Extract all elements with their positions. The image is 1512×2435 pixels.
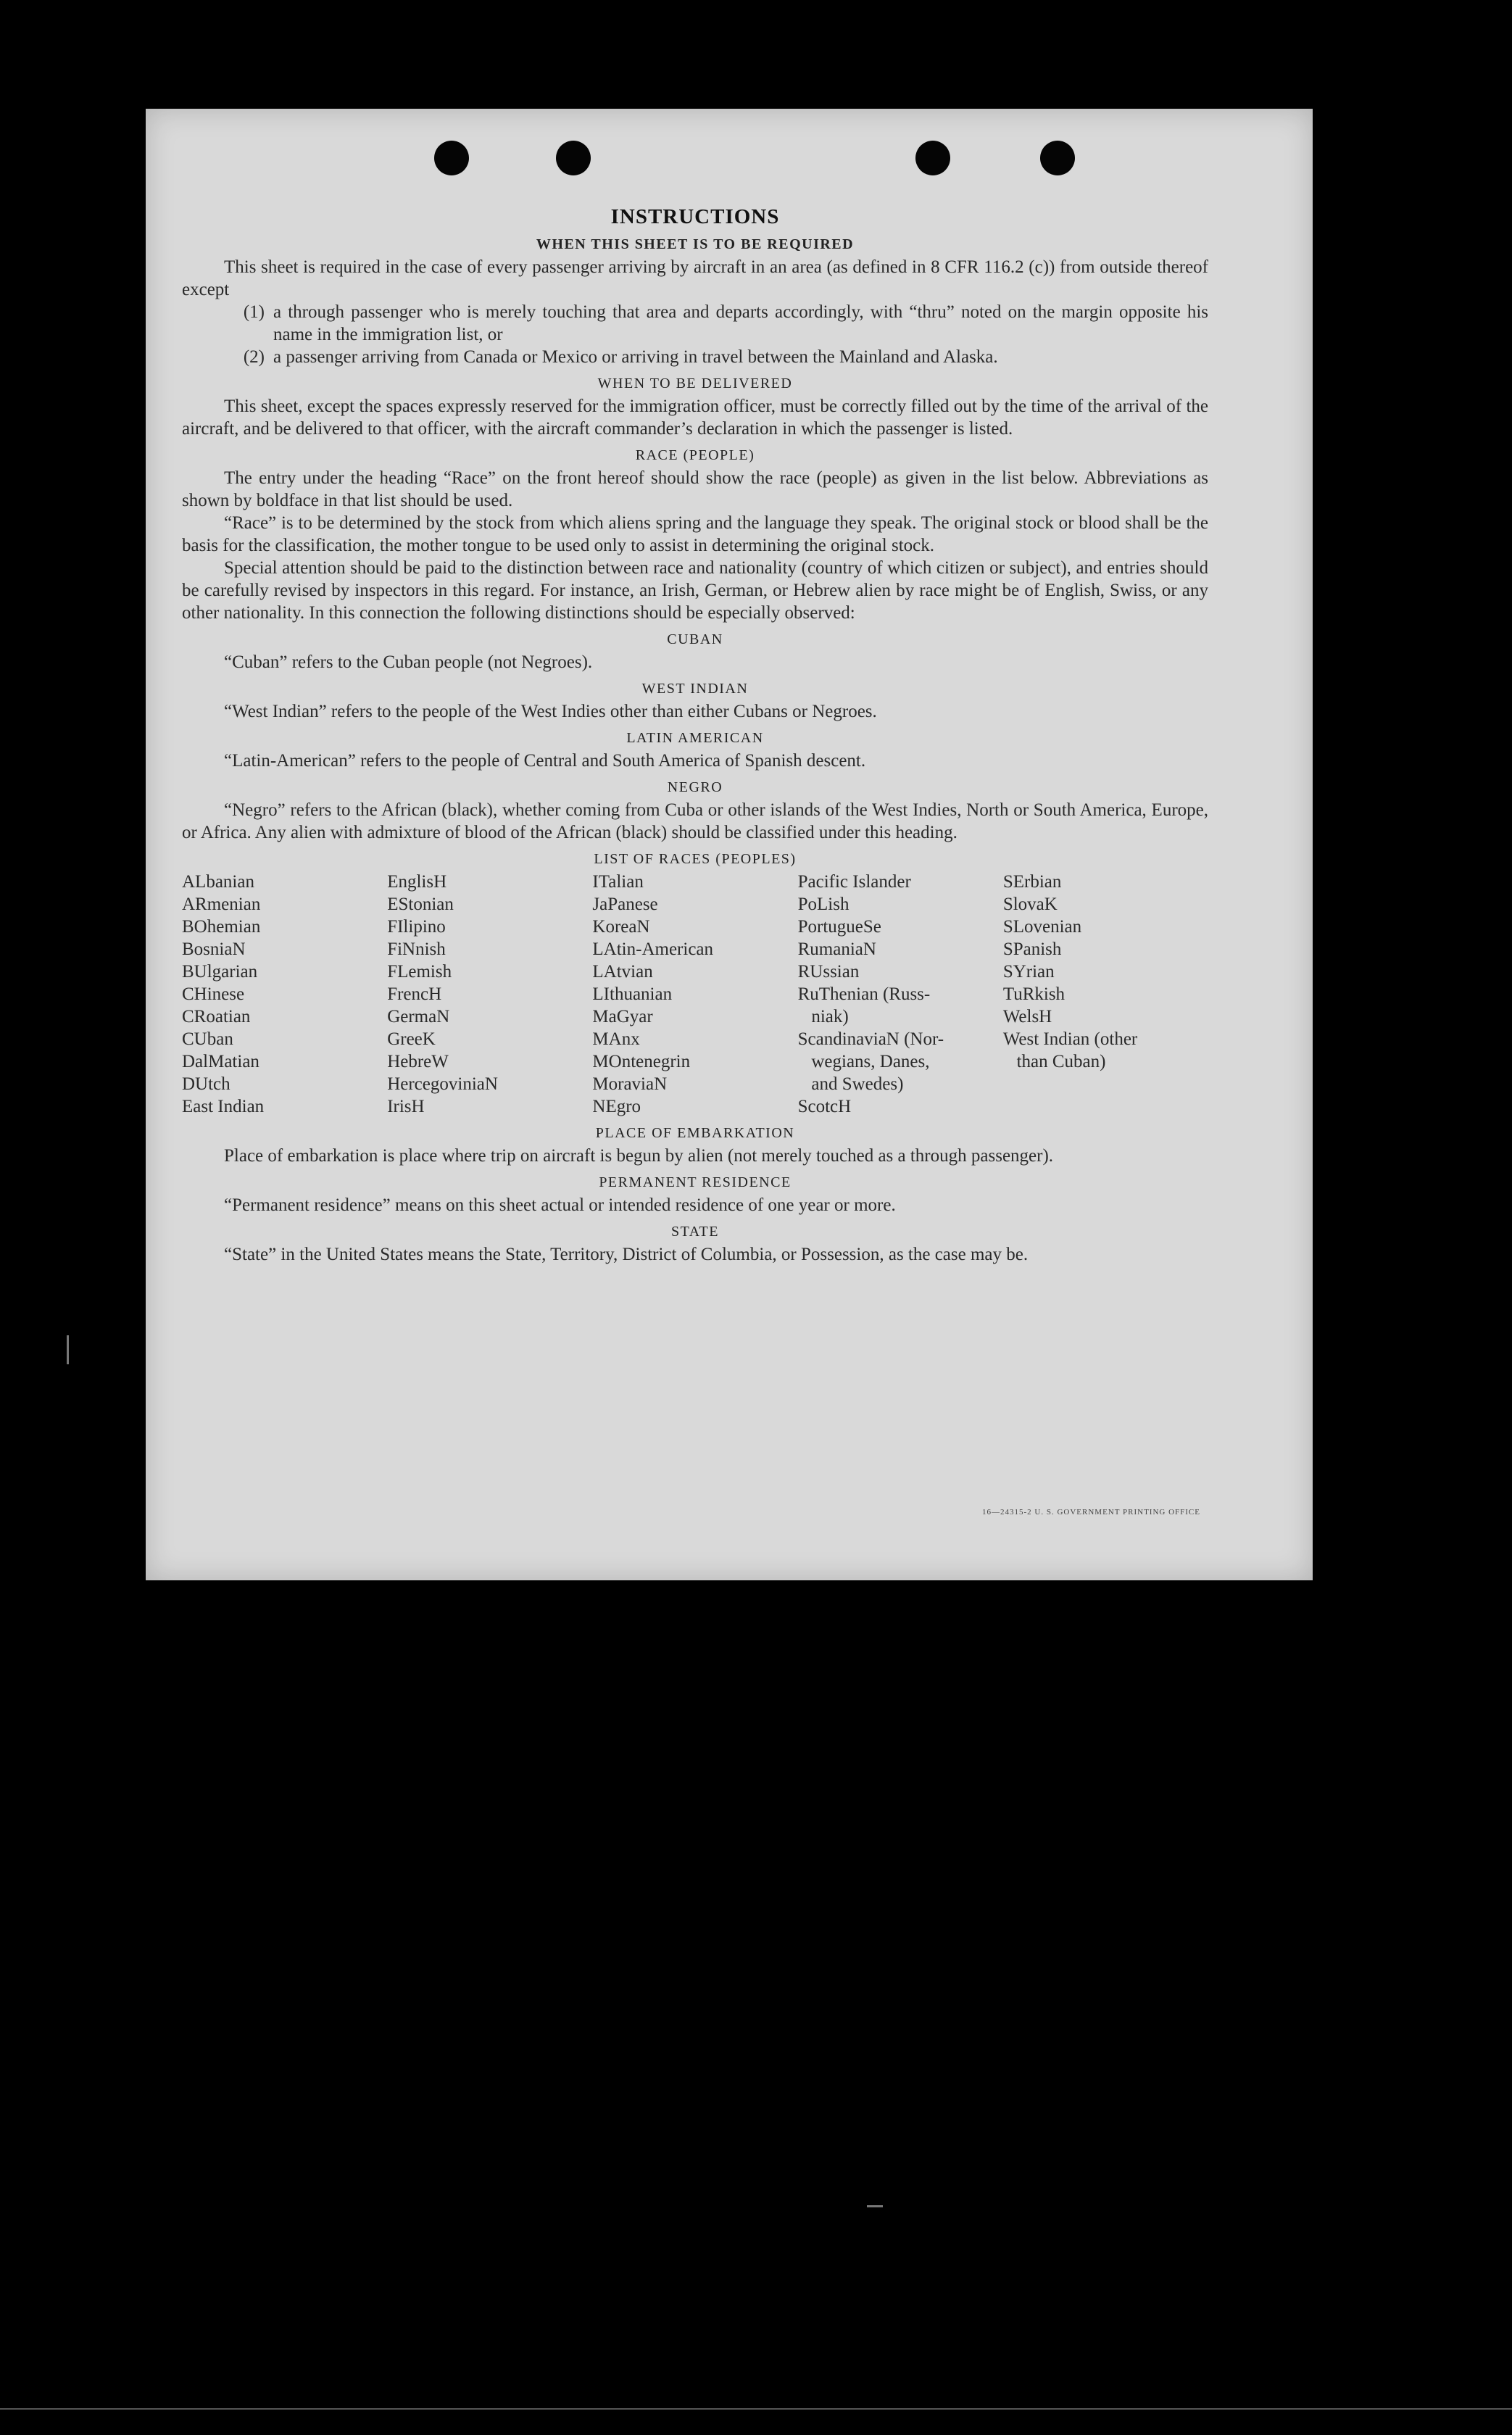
section-heading-embarkation: PLACE OF EMBARKATION — [595, 1125, 795, 1141]
section-heading-cuban: CUBAN — [667, 631, 723, 647]
race-entry: IrisH — [387, 1097, 425, 1116]
race-entry: SPanish — [1002, 939, 1062, 959]
race-entry: MaGyar — [592, 1007, 653, 1026]
race-entry: SErbian — [1002, 872, 1062, 892]
list-item — [182, 346, 1208, 368]
race-entry: BOhemian — [182, 917, 261, 937]
race-entry: HercegoviniaN — [387, 1074, 498, 1094]
races-column — [182, 871, 387, 1118]
item-text: a passenger arriving from Canada or Mexico or arriving in travel between the Mainland and Alaska. — [273, 347, 998, 367]
race-entry: JaPanese — [592, 895, 658, 914]
punch-hole — [556, 141, 591, 175]
race-entry: LAtin-American — [592, 939, 714, 959]
races-column — [387, 871, 592, 1118]
cuban-text: “Cuban” refers to the Cuban people (not Negroes). — [224, 652, 593, 672]
residence-text: “Permanent residence” means on this sheet actual or intended residence of one year or more. — [224, 1195, 896, 1215]
race-entry: DalMatian — [182, 1052, 259, 1071]
race-entry: SlovaK — [1002, 895, 1058, 914]
state-text: “State” in the United States means the State, Territory, District of Columbia, or Possession, as the case may be. — [224, 1245, 1029, 1264]
race-entry: SYrian — [1002, 962, 1055, 982]
section-heading-negro: NEGRO — [667, 779, 723, 795]
race-entry: RuThenian (Russ- — [797, 984, 931, 1004]
race-entry: RUssian — [797, 962, 860, 982]
section-heading-west-indian: WEST INDIAN — [641, 681, 749, 697]
section-heading-race: RACE (PEOPLE) — [635, 447, 755, 463]
document-title: INSTRUCTIONS — [610, 205, 780, 228]
item-number: (2) — [243, 347, 265, 367]
race-entry: CUban — [182, 1029, 233, 1049]
race-entry: EnglisH — [387, 872, 447, 892]
race-entry: ALbanian — [182, 872, 254, 892]
races-column — [798, 871, 1003, 1118]
section-heading-when-delivered: WHEN TO BE DELIVERED — [597, 376, 793, 391]
race-entry: than Cuban) — [1002, 1052, 1106, 1071]
race-entry: ARmenian — [182, 895, 261, 914]
race-paragraph: Special attention should be paid to the distinction between race and nationality (country of which citizen or subject), and entries should be carefully revised by inspectors in this regard. For instance, an Irish, German, or Hebrew alien by race might be of English, Swiss, or any other nationality. In this connection the following distinctions should be especially observed: — [182, 558, 1208, 623]
race-entry: HebreW — [387, 1052, 449, 1071]
section-heading-state: STATE — [671, 1224, 719, 1240]
when-delivered-text: This sheet, except the spaces expressly reserved for the immigration officer, must be correctly filled out by the time of the arrival of the aircraft, and be delivered to that officer, with the aircraft commander’s declaration in which the passenger is listed. — [182, 397, 1208, 439]
scan-artifact — [67, 1335, 69, 1364]
race-entry: PortugueSe — [797, 917, 881, 937]
race-entry: BosniaN — [182, 939, 246, 959]
race-entry: CHinese — [182, 984, 245, 1004]
race-entry: GreeK — [387, 1029, 436, 1049]
race-entry: EStonian — [387, 895, 454, 914]
race-entry: CRoatian — [182, 1007, 251, 1026]
race-entry: ScandinaviaN (Nor- — [797, 1029, 944, 1049]
document-sheet — [146, 109, 1313, 1580]
race-entry: FrencH — [387, 984, 442, 1004]
races-table — [182, 871, 1208, 1118]
race-entry: RumaniaN — [797, 939, 876, 959]
race-entry: ITalian — [592, 872, 644, 892]
race-entry: Pacific Islander — [797, 872, 911, 892]
races-column — [1003, 871, 1208, 1118]
race-paragraph: “Race” is to be determined by the stock from which aliens spring and the language they speak. The original stock or blood shall be the basis for the classification, the mother tongue to be used only to assist in determining the original stock. — [182, 513, 1208, 555]
race-entry: niak) — [797, 1007, 849, 1026]
item-number: (1) — [243, 302, 265, 322]
race-entry: TuRkish — [1002, 984, 1066, 1004]
race-entry: wegians, Danes, — [797, 1052, 930, 1071]
embarkation-text: Place of embarkation is place where trip on aircraft is begun by alien (not merely touched as a through passenger). — [224, 1146, 1054, 1166]
section-heading-when-required: WHEN THIS SHEET IS TO BE REQUIRED — [536, 236, 855, 252]
race-entry: WelsH — [1002, 1007, 1052, 1026]
race-entry: MOntenegrin — [592, 1052, 691, 1071]
when-required-intro: This sheet is required in the case of every passenger arriving by aircraft in an area (as defined in 8 CFR 116.2 (c)) from outside thereof except — [182, 257, 1208, 299]
item-text: a through passenger who is merely touching that area and departs accordingly, with “thru” noted on the margin opposite his name in the immigration list, or — [273, 302, 1208, 344]
race-entry: and Swedes) — [797, 1074, 904, 1094]
race-entry: FLemish — [387, 962, 452, 982]
race-entry: PoLish — [797, 895, 850, 914]
race-paragraph: The entry under the heading “Race” on the front hereof should show the race (people) as given in the list below. Abbreviations as shown by boldface in that list should be used. — [182, 468, 1208, 510]
west-indian-text: “West Indian” refers to the people of the West Indies other than either Cubans or Negroes. — [224, 702, 877, 721]
negro-text: “Negro” refers to the African (black), whether coming from Cuba or other islands of the West Indies, North or South America, Europe, or Africa. Any alien with admixture of blood of the African (black) should be classified under this heading. — [182, 800, 1208, 842]
race-entry: GermaN — [387, 1007, 450, 1026]
race-entry: LAtvian — [592, 962, 653, 982]
race-entry: SLovenian — [1002, 917, 1082, 937]
race-entry: BUlgarian — [182, 962, 258, 982]
race-entry: FIlipino — [387, 917, 446, 937]
scan-artifact — [867, 2205, 883, 2207]
section-heading-residence: PERMANENT RESIDENCE — [599, 1174, 792, 1190]
punch-hole — [915, 141, 950, 175]
punch-hole — [1040, 141, 1075, 175]
punch-hole — [434, 141, 469, 175]
list-item — [182, 301, 1208, 346]
race-entry: DUtch — [182, 1074, 230, 1094]
printer-footer: 16—24315-2 U. S. GOVERNMENT PRINTING OFFICE — [981, 1508, 1200, 1517]
race-entry: NEgro — [592, 1097, 641, 1116]
race-entry: East Indian — [182, 1097, 265, 1116]
race-entry: MAnx — [592, 1029, 640, 1049]
scan-edge-line — [0, 2408, 1512, 2410]
race-entry: KoreaN — [592, 917, 650, 937]
race-entry: LIthuanian — [592, 984, 673, 1004]
section-heading-latin-american: LATIN AMERICAN — [626, 730, 764, 746]
races-column — [592, 871, 797, 1118]
latin-american-text: “Latin-American” refers to the people of Central and South America of Spanish descent. — [224, 751, 866, 771]
document-body — [182, 205, 1208, 1266]
race-entry: FiNnish — [387, 939, 446, 959]
section-heading-list-of-races: LIST OF RACES (PEOPLES) — [594, 851, 797, 867]
race-entry: ScotcH — [797, 1097, 852, 1116]
race-entry: MoraviaN — [592, 1074, 668, 1094]
race-entry: West Indian (other — [1002, 1029, 1138, 1049]
